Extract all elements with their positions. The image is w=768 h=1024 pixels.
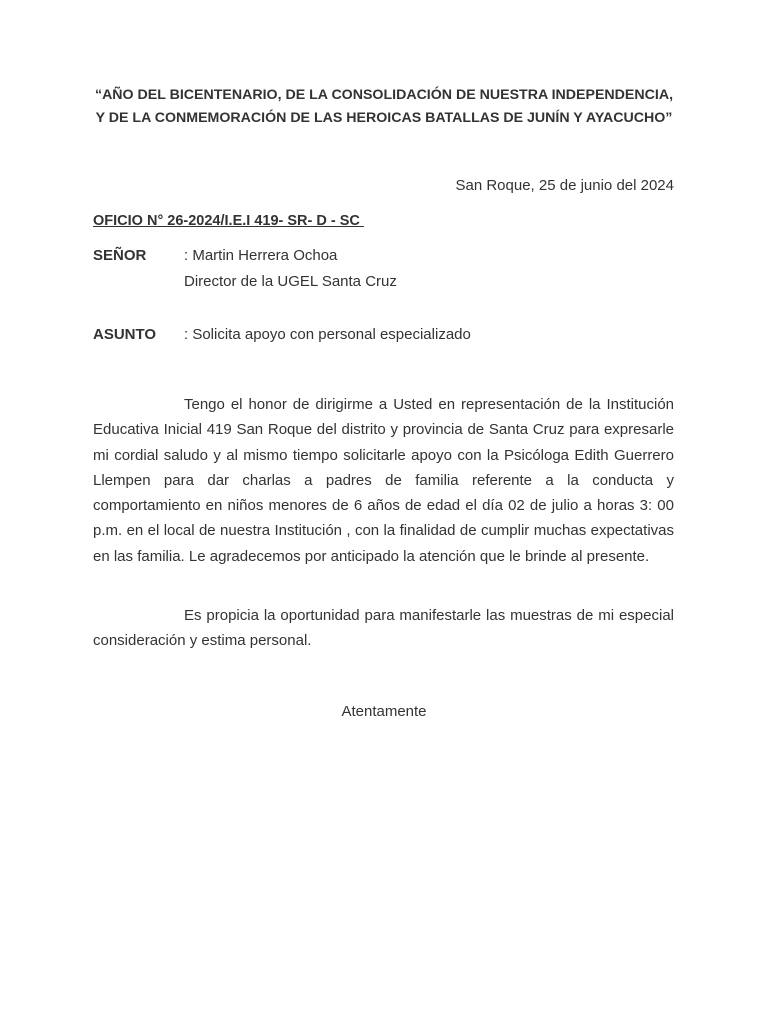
recipient-title: Director de la UGEL Santa Cruz — [184, 273, 397, 290]
oficio-number: OFICIO N° 26-2024/I.E.I 419- SR- D - SC — [93, 213, 364, 229]
closing-salutation: Atentamente — [341, 703, 427, 720]
body-paragraph-1 — [93, 392, 674, 569]
year-heading-line-2: Y DE LA CONMEMORACIÓN DE LAS HEROICAS BATALLAS DE JUNÍN Y AYACUCHO” — [95, 110, 673, 126]
body-paragraph-2-text: Es propicia la oportunidad para manifestarle las muestras de mi especial consideración y estima personal. — [93, 607, 674, 650]
year-heading-line-1: “AÑO DEL BICENTENARIO, DE LA CONSOLIDACIÓN DE NUESTRA INDEPENDENCIA, — [94, 87, 674, 103]
subject-value: : Solicita apoyo con personal especializado — [184, 326, 471, 343]
subject-label: ASUNTO — [93, 326, 157, 343]
place-date: San Roque, 25 de junio del 2024 — [455, 177, 674, 194]
recipient-label: SEÑOR — [93, 247, 147, 264]
recipient-name: : Martin Herrera Ochoa — [184, 247, 338, 264]
body-paragraph-2 — [93, 603, 674, 654]
body-paragraph-1-text: Tengo el honor de dirigirme a Usted en representación de la Institución Educativa Inicial 419 San Roque del distrito y provincia de Santa Cruz para expresarle mi cordial saludo y al mismo tiempo solicitarle apoyo con la Psicóloga Edith Guerrero Llempen para dar charlas a padres de familia referente a la conducta y comportamiento en niños menores de 6 años de edad el día 02 de julio a horas 3: 00 p.m. en el local de nuestra Institución , con la finalidad de cumplir muchas expectativas en las familia. Le agradecemos por anticipado la atención que le brinde al presente. — [93, 396, 674, 565]
year-heading — [60, 84, 708, 130]
